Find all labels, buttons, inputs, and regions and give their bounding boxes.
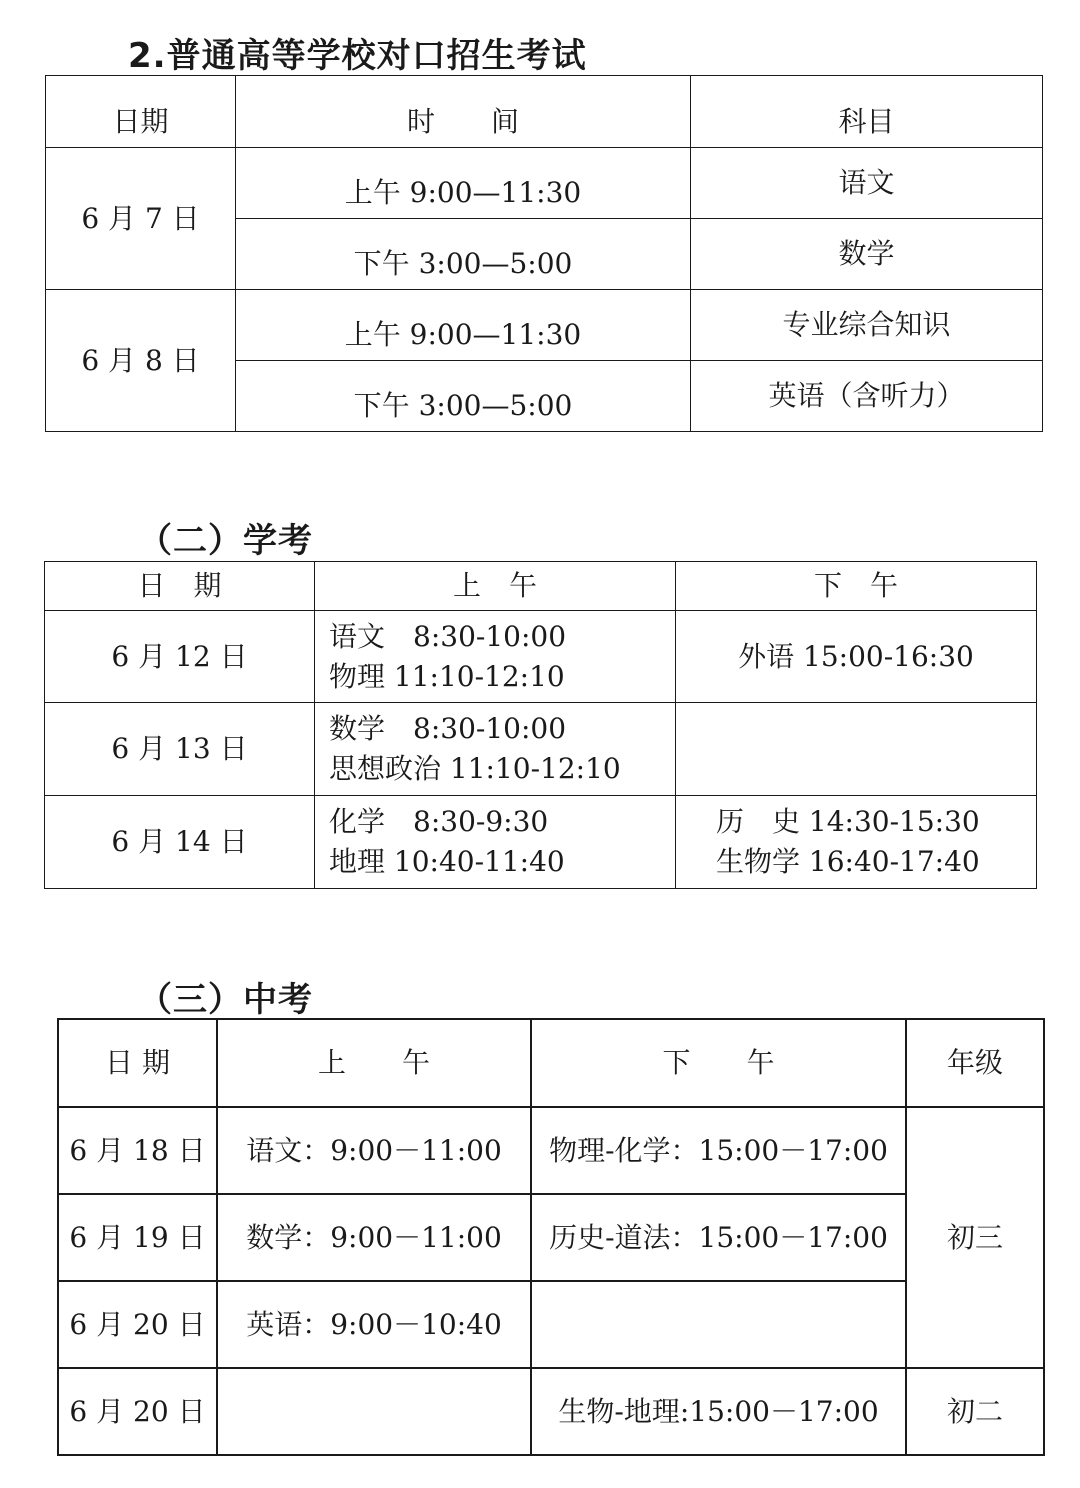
header-pm: 下 午 [676,562,1037,611]
header-am: 上 午 [315,562,676,611]
grade-cell: 初三 [906,1107,1044,1368]
table-row [58,1368,1044,1455]
table-row [58,1107,1044,1194]
date-cell: 6 月 12 日 [45,611,315,703]
date-cell: 6 月 20 日 [58,1368,217,1455]
am-cell: 语文：9:00－11:00 [217,1107,531,1194]
pm-line: 生物学 16:40-17:40 [716,845,980,878]
header-date: 日 期 [45,562,315,611]
table-header-row [45,562,1037,611]
date-cell: 6 月 18 日 [58,1107,217,1194]
pm-cell [531,1281,906,1368]
pm-cell [676,611,1037,703]
table-row [45,611,1037,703]
table-row [45,703,1037,796]
am-cell: 英语：9:00－10:40 [217,1281,531,1368]
pm-line: 外语 15:00-16:30 [738,639,974,673]
subject-cell: 数学 [691,219,1043,290]
pm-cell [676,703,1037,796]
date-cell: 6 月 20 日 [58,1281,217,1368]
table-row [46,148,1043,219]
table-header-row [58,1019,1044,1107]
am-line: 地理 10:40-11:40 [329,845,565,878]
section-2-title: （二）学考 [138,521,313,561]
pm-cell: 生物-地理:15:00－17:00 [531,1368,906,1455]
header-date: 日 期 [58,1019,217,1107]
section-1-title: 2.普通高等学校对口招生考试 [128,36,587,76]
am-cell: 数学：9:00－11:00 [217,1194,531,1281]
date-cell: 6 月 14 日 [45,796,315,889]
date-cell: 6 月 19 日 [58,1194,217,1281]
time-cell: 下午 3:00—5:00 [236,219,691,290]
am-cell [315,611,676,703]
date-cell: 6 月 13 日 [45,703,315,796]
am-line: 思想政治 11:10-12:10 [329,752,621,785]
table-row [58,1194,1044,1281]
subject-cell: 语文 [691,148,1043,219]
header-pm: 下 午 [531,1019,906,1107]
section-3-title: （三）中考 [138,980,313,1020]
time-cell: 上午 9:00—11:30 [236,290,691,361]
pm-cell: 历史-道法：15:00－17:00 [531,1194,906,1281]
am-line: 物理 11:10-12:10 [329,659,565,693]
header-date: 日期 [46,76,236,148]
date-cell: 6 月 8 日 [46,290,236,432]
date-cell: 6 月 7 日 [46,148,236,290]
pm-line: 历 史 14:30-15:30 [716,805,980,838]
header-time: 时 间 [236,76,691,148]
table-row [45,796,1037,889]
time-cell: 上午 9:00—11:30 [236,148,691,219]
am-line: 语文 8:30-10:00 [329,619,567,653]
am-cell [217,1368,531,1455]
am-line: 化学 8:30-9:30 [329,805,549,838]
header-subject: 科目 [691,76,1043,148]
pm-cell: 物理-化学：15:00－17:00 [531,1107,906,1194]
am-cell [315,703,676,796]
subject-cell: 专业综合知识 [691,290,1043,361]
table-row [58,1281,1044,1368]
am-line: 数学 8:30-10:00 [329,712,567,745]
academic-exam-table [44,561,1037,889]
vocational-exam-table [45,75,1043,432]
table-header-row [46,76,1043,148]
middle-school-exam-table [57,1018,1045,1456]
am-cell [315,796,676,889]
subject-cell: 英语（含听力） [691,361,1043,432]
grade-cell: 初二 [906,1368,1044,1455]
header-grade: 年级 [906,1019,1044,1107]
header-am: 上 午 [217,1019,531,1107]
table-row [46,290,1043,361]
time-cell: 下午 3:00—5:00 [236,361,691,432]
pm-cell [676,796,1037,889]
